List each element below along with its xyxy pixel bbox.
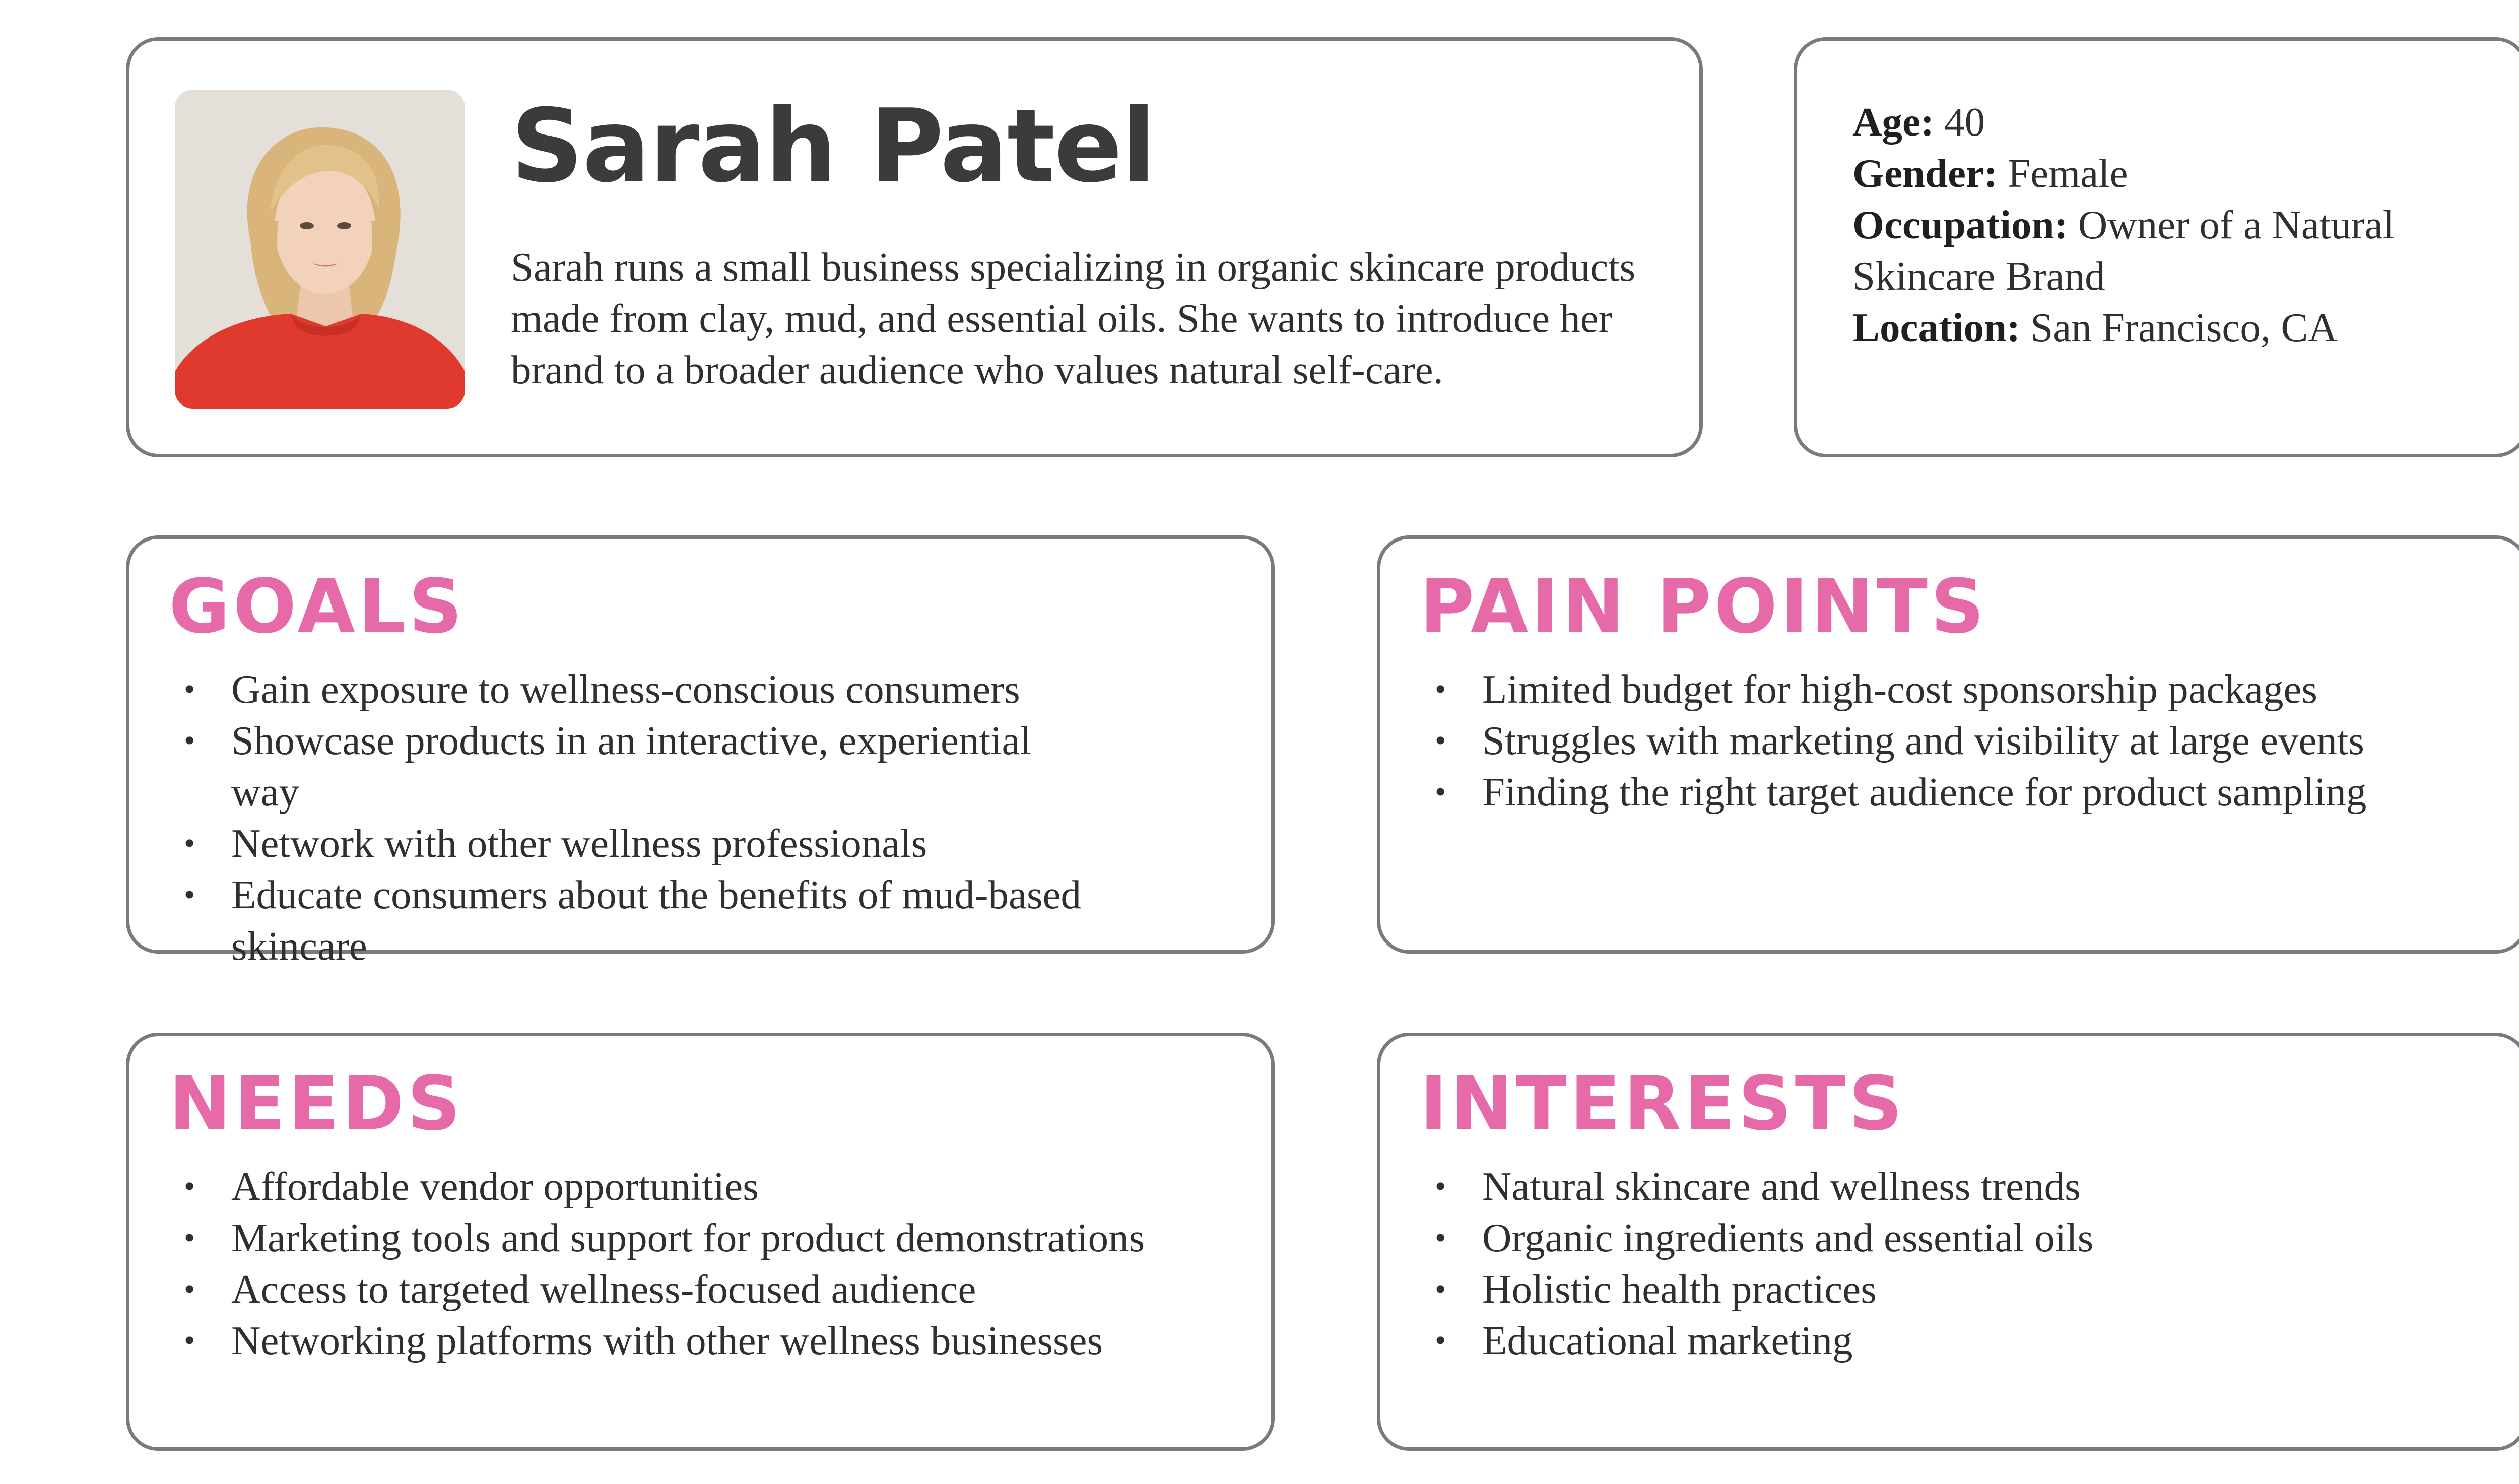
- demographics-card: [1794, 37, 2519, 457]
- list-item: • Natural skincare and wellness trends: [1435, 1161, 2493, 1212]
- list-item: • Holistic health practices: [1435, 1263, 2493, 1315]
- list-item: • Struggles with marketing and visibility at large events: [1435, 715, 2493, 766]
- list-item: • Networking platforms with other wellness businesses: [184, 1315, 1242, 1366]
- list-item: • Organic ingredients and essential oils: [1435, 1212, 2493, 1263]
- list-item: • Access to targeted wellness-focused audience: [184, 1263, 1242, 1315]
- interests-card: [1377, 1033, 2519, 1451]
- needs-card: [126, 1033, 1275, 1451]
- demographics-list: [1852, 96, 2477, 353]
- list-item: • Educational marketing: [1435, 1315, 2493, 1366]
- location-value: San Francisco, CA: [2030, 305, 2338, 350]
- occupation-row: [1852, 199, 2477, 302]
- list-item: • Gain exposure to wellness-conscious consumers: [184, 663, 1091, 715]
- goals-title: GOALS: [169, 563, 466, 650]
- age-value: 40: [1944, 99, 1985, 145]
- goals-list: [184, 663, 1091, 972]
- occupation-label: Occupation:: [1852, 202, 2068, 247]
- gender-row: [1852, 148, 2477, 199]
- list-item: • Affordable vendor opportunities: [184, 1161, 1242, 1212]
- pain-points-title: PAIN POINTS: [1420, 563, 1987, 650]
- gender-label: Gender:: [1852, 151, 1998, 196]
- pain-points-card: [1377, 535, 2519, 954]
- goals-card: [126, 535, 1275, 969]
- list-item: • Marketing tools and support for product demonstrations: [184, 1212, 1242, 1263]
- list-item: • Educate consumers about the benefits of mud-based skincare: [184, 869, 1091, 972]
- portrait-photo-icon: [175, 90, 465, 409]
- persona-name: Sarah Patel: [511, 88, 1155, 205]
- gender-value: Female: [2008, 151, 2128, 196]
- occupation-value: Owner of a Natural Skincare Brand: [1852, 202, 2395, 299]
- persona-bio: Sarah runs a small business specializing in organic skincare products made from clay, mud, and essential oils. She wants to introduce her brand to a broader audience who values natural self-care.: [511, 244, 1636, 392]
- pain-points-list: [1435, 663, 2493, 818]
- interests-title: INTERESTS: [1420, 1060, 1906, 1147]
- profile-card: [126, 37, 1703, 457]
- age-label: Age:: [1852, 99, 1934, 145]
- list-item: • Finding the right target audience for product sampling: [1435, 766, 2493, 818]
- interests-list: [1435, 1161, 2493, 1366]
- needs-title: NEEDS: [169, 1060, 464, 1147]
- location-label: Location:: [1852, 305, 2020, 350]
- list-item: • Network with other wellness professionals: [184, 818, 1091, 869]
- profile-photo: [175, 90, 465, 409]
- location-row: [1852, 302, 2477, 353]
- needs-list: [184, 1161, 1242, 1366]
- age-row: [1852, 96, 2477, 148]
- list-item: • Showcase products in an interactive, experiential way: [184, 715, 1091, 818]
- list-item: • Limited budget for high-cost sponsorship packages: [1435, 663, 2493, 715]
